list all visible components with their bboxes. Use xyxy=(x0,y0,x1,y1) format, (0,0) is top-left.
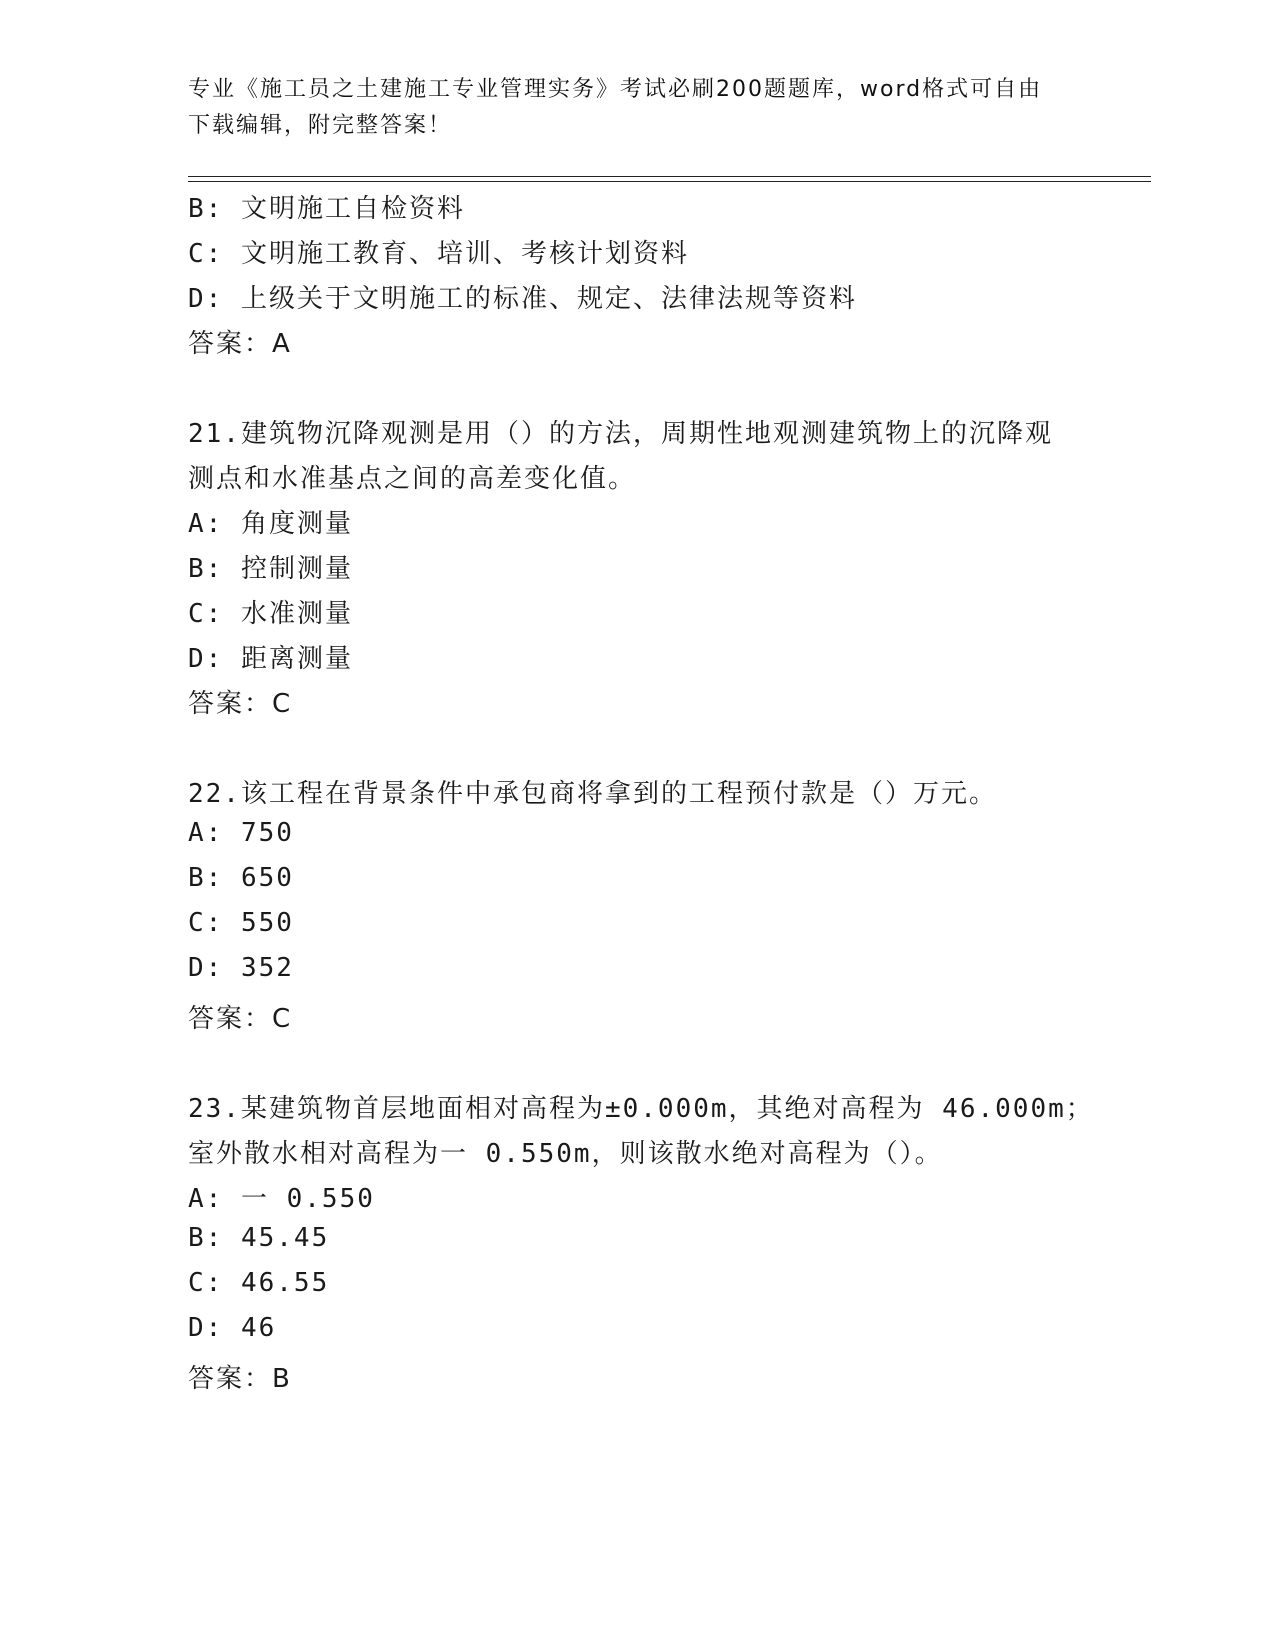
q21-answer: 答案：C xyxy=(188,689,293,719)
document-header xyxy=(188,72,1088,144)
q21-option-c: C: 水准测量 xyxy=(188,599,353,629)
q23-answer: 答案：B xyxy=(188,1364,292,1394)
q21-option-d: D: 距离测量 xyxy=(188,644,353,674)
q21-option-b: B: 控制测量 xyxy=(188,554,353,584)
q23-option-c: C: 46.55 xyxy=(188,1268,330,1298)
header-line-2: 下载编辑，附完整答案！ xyxy=(188,113,453,138)
header-divider-bottom xyxy=(188,181,1151,182)
q22-stem-line-1: 22.该工程在背景条件中承包商将拿到的工程预付款是（）万元。 xyxy=(188,779,997,809)
q22-option-c: C: 550 xyxy=(188,908,294,938)
q23-stem-line-2: 室外散水相对高程为一 0.550m，则该散水绝对高程为（）。 xyxy=(188,1139,943,1169)
q23-option-b: B: 45.45 xyxy=(188,1223,330,1253)
q23-option-a: A: 一 0.550 xyxy=(188,1184,375,1214)
q22-option-b: B: 650 xyxy=(188,863,294,893)
q22-option-a: A: 750 xyxy=(188,818,294,848)
header-line-1: 专业《施工员之土建施工专业管理实务》考试必刷200题题库，word格式可自由 xyxy=(188,77,1043,102)
q23-stem-line-1: 23.某建筑物首层地面相对高程为±0.000m，其绝对高程为 46.000m； xyxy=(188,1094,1094,1124)
q21-stem-line-1: 21.建筑物沉降观测是用（）的方法，周期性地观测建筑物上的沉降观 xyxy=(188,419,1053,449)
q20-option-c: C: 文明施工教育、培训、考核计划资料 xyxy=(188,239,689,269)
q21-stem-line-2: 测点和水准基点之间的高差变化值。 xyxy=(188,464,637,494)
q20-option-d: D: 上级关于文明施工的标准、规定、法律法规等资料 xyxy=(188,284,857,314)
header-divider-top xyxy=(188,176,1151,177)
q20-option-b: B: 文明施工自检资料 xyxy=(188,194,465,224)
q20-answer: 答案：A xyxy=(188,329,292,359)
q22-answer: 答案：C xyxy=(188,1004,293,1034)
q22-option-d: D: 352 xyxy=(188,953,294,983)
q21-option-a: A: 角度测量 xyxy=(188,509,353,539)
q23-option-d: D: 46 xyxy=(188,1313,277,1343)
